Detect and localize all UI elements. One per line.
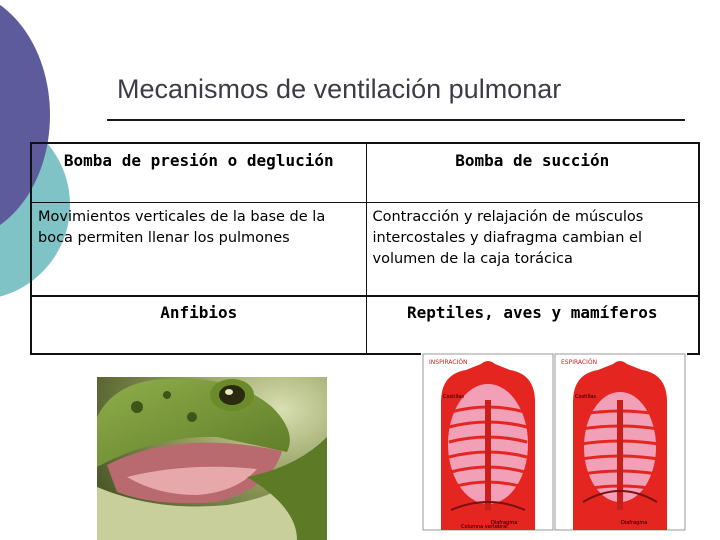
expiration-header: ESPIRACIÓN: [561, 359, 598, 366]
description-row: [31, 203, 699, 297]
header-cell-suction-pump: Bomba de succión: [366, 143, 699, 203]
description-suction-pump: Contracción y relajación de músculos intercostales y diafragma cambian el volumen de la caja torácica: [366, 203, 699, 297]
ribs-label-right: Costillas: [575, 394, 596, 400]
group-row: [31, 296, 699, 354]
breathing-diagram: [421, 352, 687, 532]
ribs-label-left: Costillas: [443, 394, 464, 400]
frog-photo: [97, 377, 327, 540]
title-underline: [107, 119, 685, 121]
header-row: [31, 143, 699, 203]
description-pressure-pump: Movimientos verticales de la base de la boca permiten llenar los pulmones: [31, 203, 366, 297]
group-reptiles-birds-mammals: Reptiles, aves y mamíferos: [366, 296, 699, 354]
header-cell-pressure-pump: Bomba de presión o deglución: [31, 143, 366, 203]
spine-label: Columna vertebral: [461, 524, 508, 530]
slide-title: Mecanismos de ventilación pulmonar: [117, 74, 562, 104]
diaphragm-label-right: Diafragma: [621, 520, 648, 526]
comparison-table: [30, 142, 700, 355]
group-amphibians: Anfibios: [31, 296, 366, 354]
inspiration-header: INSPIRACIÓN: [429, 359, 468, 366]
diaphragm-label-left: Diafragma: [491, 520, 518, 526]
